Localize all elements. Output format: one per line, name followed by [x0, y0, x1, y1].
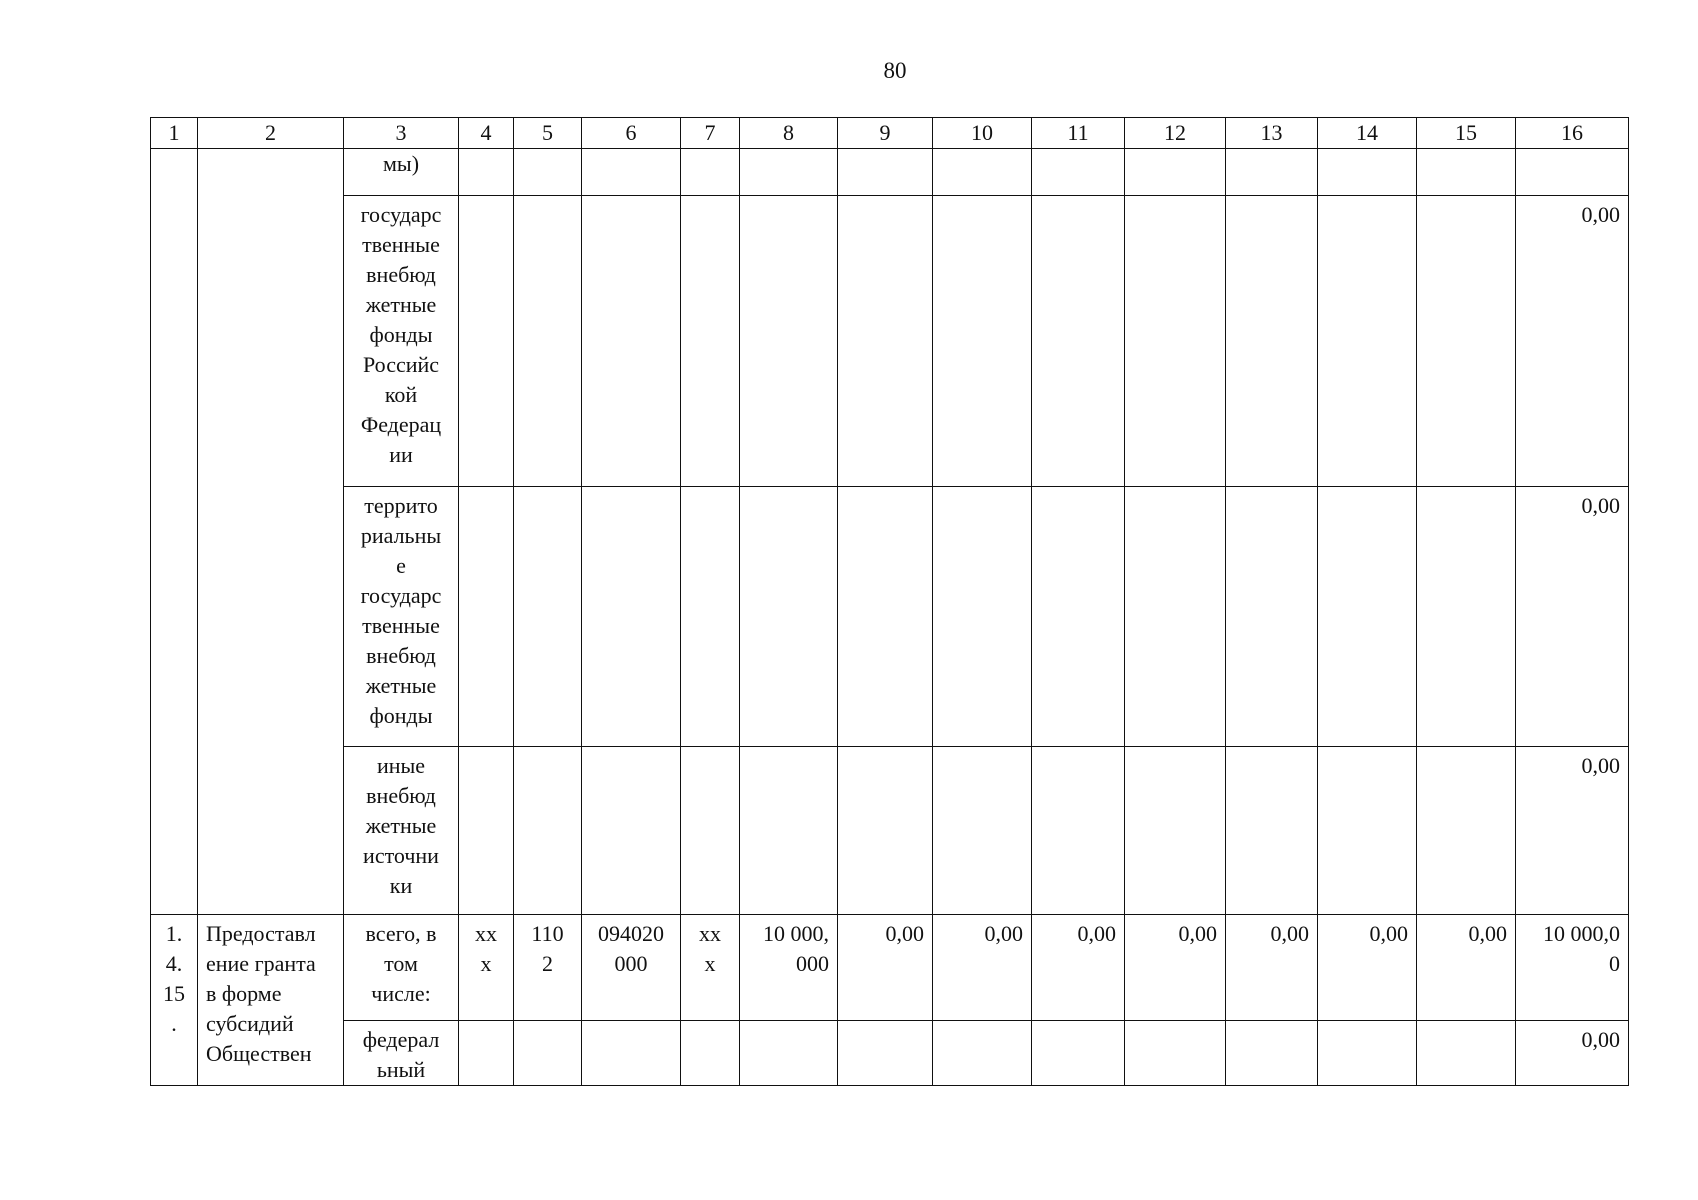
cell-empty	[838, 747, 933, 915]
cell-empty	[1125, 196, 1226, 487]
cell-empty	[514, 149, 582, 196]
cell-empty	[582, 1021, 681, 1086]
expense-type-cell: хх х	[681, 915, 740, 1021]
cell-empty	[740, 196, 838, 487]
cell-empty	[459, 149, 514, 196]
target-code-cell: 094020 000	[582, 915, 681, 1021]
cell-empty	[1318, 487, 1417, 747]
cell-empty	[1226, 487, 1318, 747]
table-row	[151, 149, 1629, 196]
total-cell	[1516, 149, 1629, 196]
table-row	[151, 1021, 1629, 1086]
cell-empty	[1125, 149, 1226, 196]
cell-empty	[1417, 149, 1516, 196]
cell-empty	[1226, 1021, 1318, 1086]
cell-empty	[838, 487, 933, 747]
page-number: 80	[883, 58, 907, 83]
header-cell: 11	[1032, 118, 1125, 149]
cell-empty	[740, 487, 838, 747]
item-number-cell: 1. 4. 15 .	[151, 915, 198, 1086]
cell-empty	[1318, 149, 1417, 196]
cell-empty	[1318, 1021, 1417, 1086]
cell-empty	[933, 747, 1032, 915]
header-cell: 13	[1226, 118, 1318, 149]
source-label-cell: террито риальны е государс твенные внебюд жетные фонды	[344, 487, 459, 747]
cell-empty	[1318, 196, 1417, 487]
header-cell: 14	[1318, 118, 1417, 149]
cell-empty	[1417, 747, 1516, 915]
header-cell: 5	[514, 118, 582, 149]
header-cell: 10	[933, 118, 1032, 149]
cell-empty	[838, 196, 933, 487]
amount-cell: 0,00	[1417, 915, 1516, 1021]
cell-empty	[514, 1021, 582, 1086]
cell-empty	[933, 149, 1032, 196]
cell-empty	[582, 149, 681, 196]
cell-empty	[933, 1021, 1032, 1086]
source-label-cell: мы)	[344, 149, 459, 196]
cell-empty	[838, 1021, 933, 1086]
source-label-cell: федерал ьный	[344, 1021, 459, 1086]
header-cell: 4	[459, 118, 514, 149]
cell-empty	[459, 196, 514, 487]
header-cell: 9	[838, 118, 933, 149]
total-cell: 10 000,0 0	[1516, 915, 1629, 1021]
cell-empty	[459, 747, 514, 915]
cell-empty	[459, 1021, 514, 1086]
cell-empty	[1032, 1021, 1125, 1086]
table-row	[151, 487, 1629, 747]
cell-empty	[582, 747, 681, 915]
cell-empty	[582, 196, 681, 487]
item-name-cell: Предоставл ение гранта в форме субсидий Обществен	[198, 915, 344, 1086]
budget-table	[150, 117, 1629, 1086]
cell-empty	[838, 149, 933, 196]
cell-empty	[1032, 196, 1125, 487]
cell-empty	[681, 196, 740, 487]
header-cell: 3	[344, 118, 459, 149]
cell-empty	[514, 196, 582, 487]
amount-cell: 0,00	[933, 915, 1032, 1021]
cell-empty	[151, 149, 198, 915]
cell-empty	[740, 747, 838, 915]
header-row	[151, 118, 1629, 149]
amount-cell: 0,00	[1032, 915, 1125, 1021]
cell-empty	[1032, 747, 1125, 915]
grbs-code-cell: хх х	[459, 915, 514, 1021]
cell-empty	[514, 747, 582, 915]
cell-empty	[681, 747, 740, 915]
cell-empty	[1226, 196, 1318, 487]
table-row	[151, 915, 1629, 1021]
cell-empty	[1032, 487, 1125, 747]
header-cell: 16	[1516, 118, 1629, 149]
cell-empty	[1226, 149, 1318, 196]
cell-empty	[740, 149, 838, 196]
amount-cell: 10 000, 000	[740, 915, 838, 1021]
amount-cell: 0,00	[1125, 915, 1226, 1021]
section-code-cell: 110 2	[514, 915, 582, 1021]
cell-empty	[582, 487, 681, 747]
table-row	[151, 747, 1629, 915]
cell-empty	[1125, 487, 1226, 747]
total-cell: 0,00	[1516, 487, 1629, 747]
cell-empty	[681, 1021, 740, 1086]
cell-empty	[740, 1021, 838, 1086]
cell-empty	[933, 487, 1032, 747]
cell-empty	[681, 149, 740, 196]
cell-empty	[198, 149, 344, 915]
cell-empty	[1417, 1021, 1516, 1086]
total-cell: 0,00	[1516, 196, 1629, 487]
amount-cell: 0,00	[1226, 915, 1318, 1021]
cell-empty	[1226, 747, 1318, 915]
source-label-cell: иные внебюд жетные источни ки	[344, 747, 459, 915]
header-cell: 2	[198, 118, 344, 149]
header-cell: 15	[1417, 118, 1516, 149]
cell-empty	[1417, 487, 1516, 747]
header-cell: 12	[1125, 118, 1226, 149]
header-cell: 7	[681, 118, 740, 149]
amount-cell: 0,00	[838, 915, 933, 1021]
header-cell: 1	[151, 118, 198, 149]
cell-empty	[681, 487, 740, 747]
header-cell: 8	[740, 118, 838, 149]
cell-empty	[1125, 1021, 1226, 1086]
cell-empty	[514, 487, 582, 747]
cell-empty	[459, 487, 514, 747]
cell-empty	[1318, 747, 1417, 915]
cell-empty	[1417, 196, 1516, 487]
source-label-cell: всего, в том числе:	[344, 915, 459, 1021]
total-cell: 0,00	[1516, 747, 1629, 915]
cell-empty	[1032, 149, 1125, 196]
table-row	[151, 196, 1629, 487]
header-cell: 6	[582, 118, 681, 149]
cell-empty	[1125, 747, 1226, 915]
cell-empty	[933, 196, 1032, 487]
source-label-cell: государс твенные внебюд жетные фонды Российс кой Федерац ии	[344, 196, 459, 487]
total-cell: 0,00	[1516, 1021, 1629, 1086]
amount-cell: 0,00	[1318, 915, 1417, 1021]
